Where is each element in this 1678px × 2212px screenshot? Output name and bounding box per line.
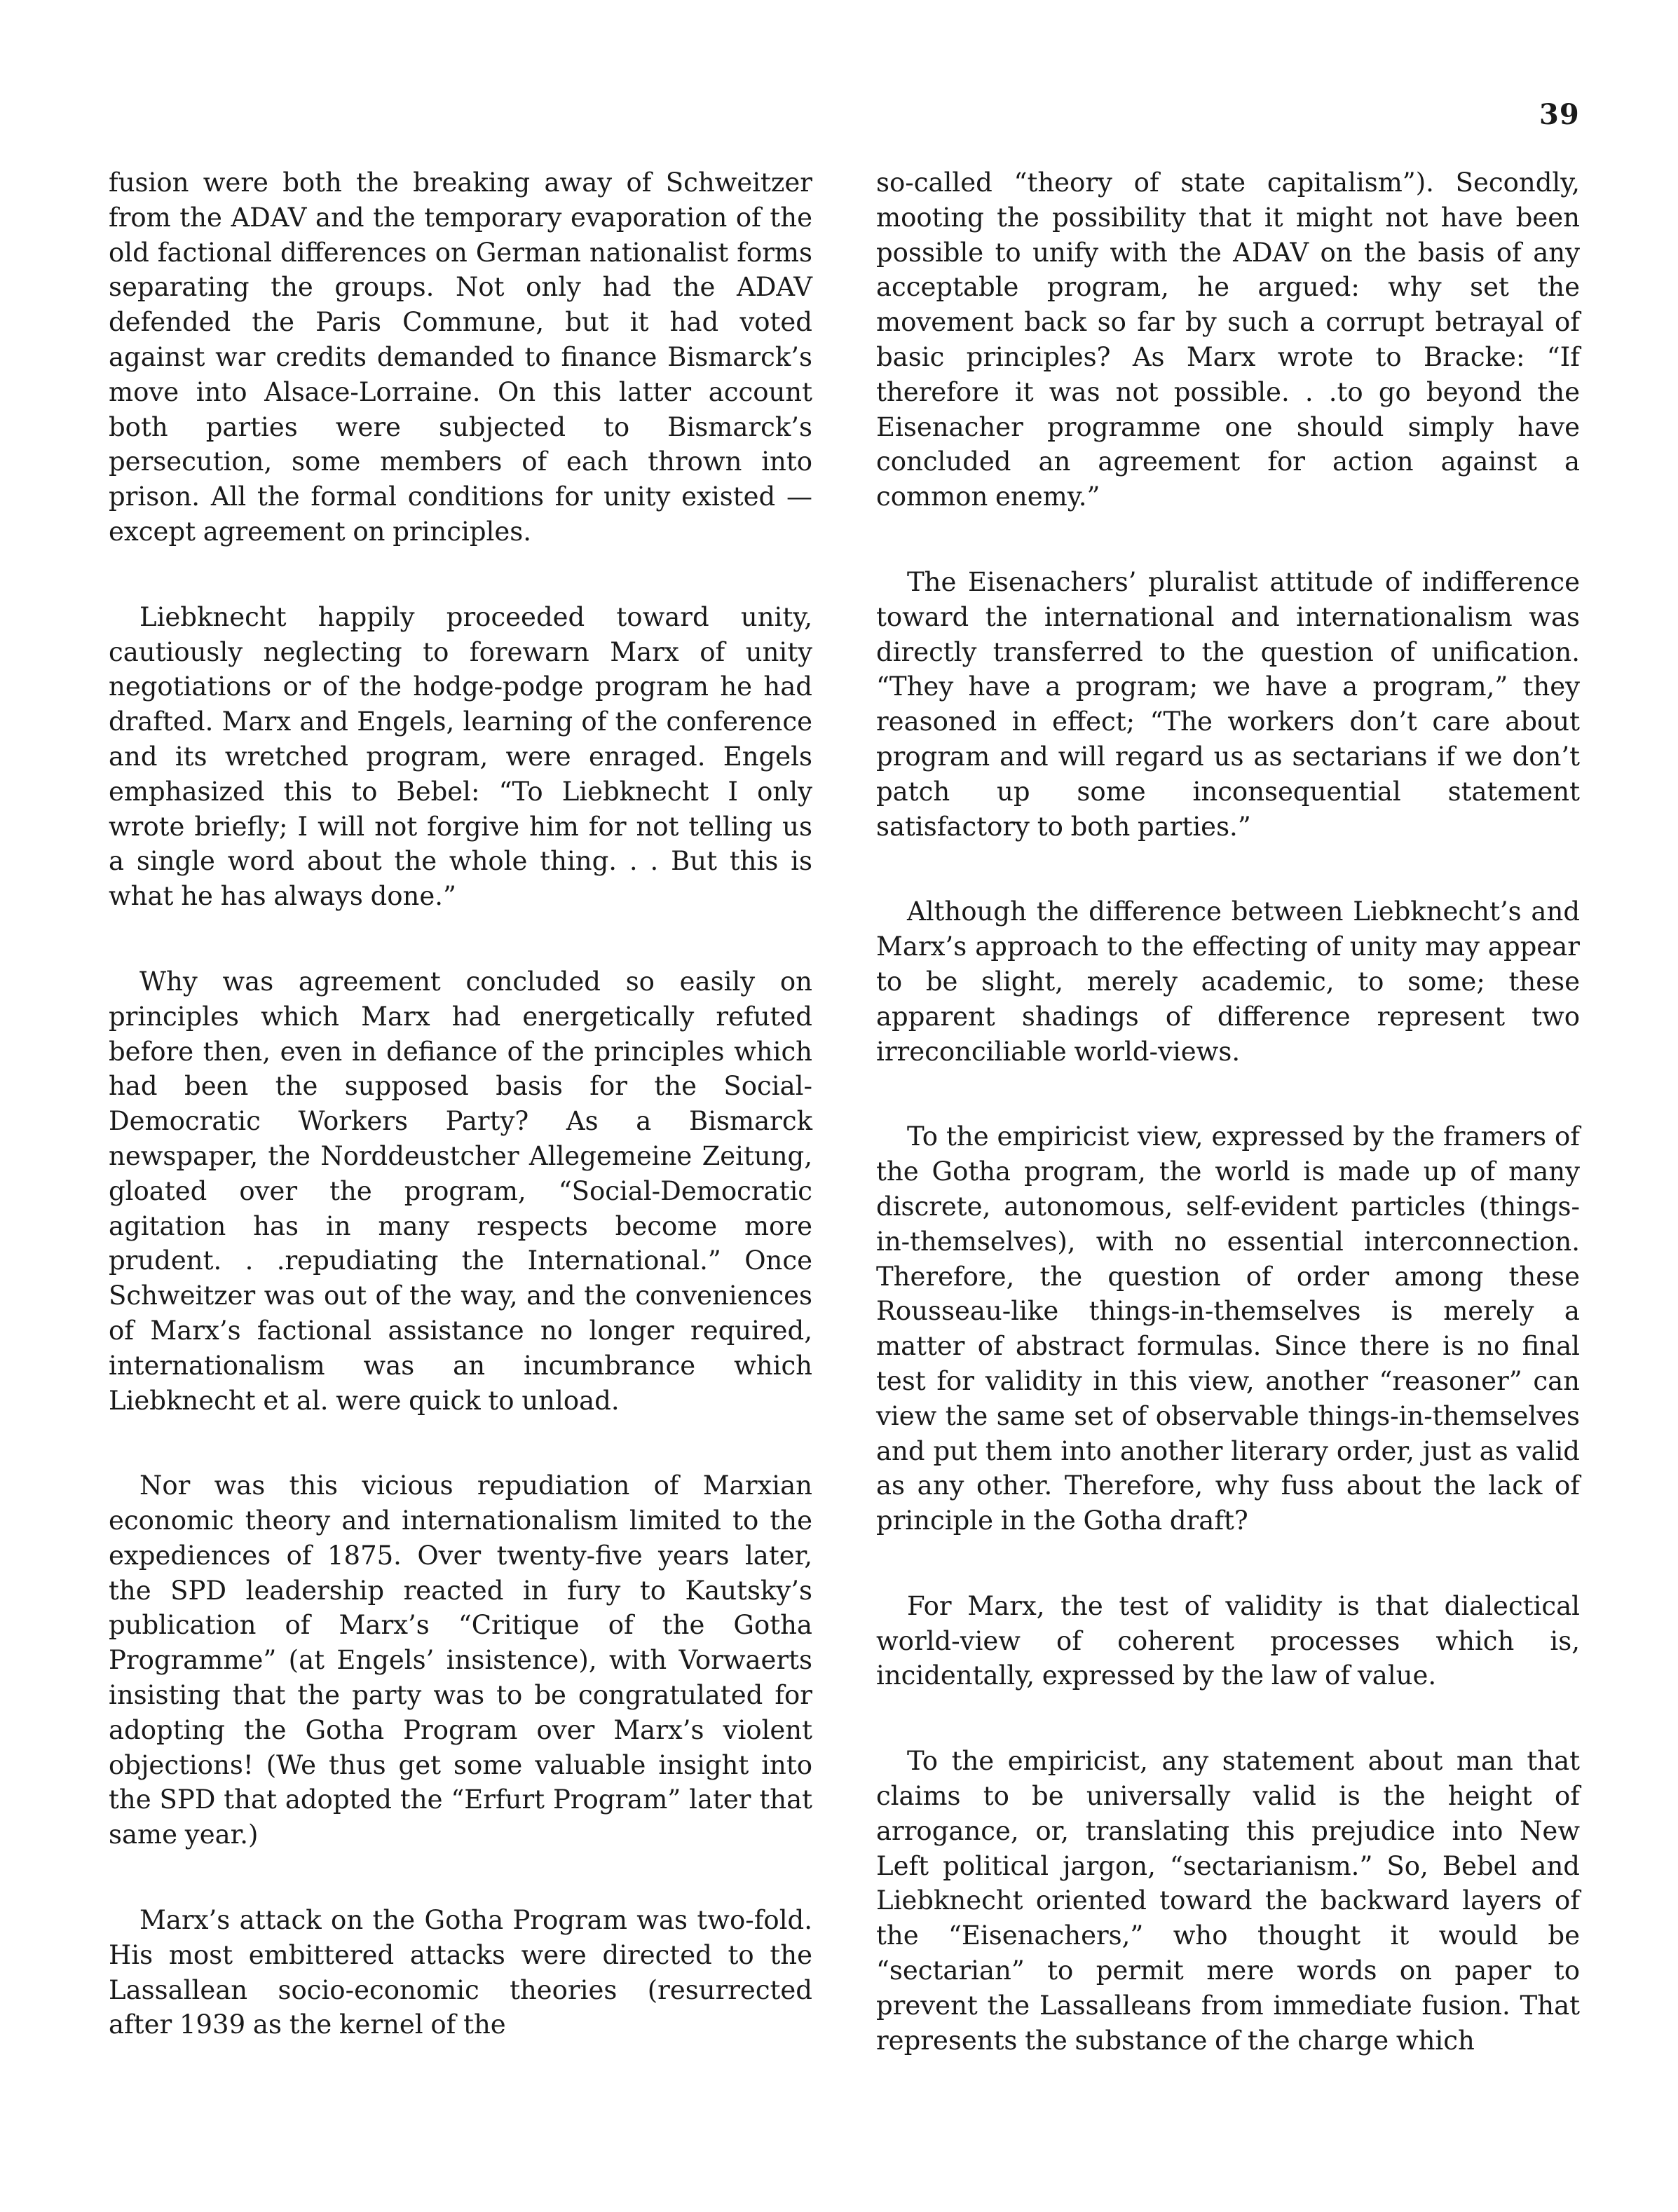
paragraph: Why was agreement concluded so easily on principles which Marx had energetically refuted before then, even in defiance of the principles which had been the supposed basis for the Social-Democratic Workers Party? As a Bismarck newspaper, the Norddeustcher Allegemeine Zeitung, gloated over the program, “Social-Democratic agitation has in many respects become more prudent. . .repudiating the International.” Once Schweitzer was out of the way, and the conveniences of Marx’s factional assistance no longer required, internationalism was an incumbrance which Liebknecht et al. were quick to unload. xyxy=(109,966,812,1416)
paragraph: so-called “theory of state capitalism”). Secondly, mooting the possibility that it might not have been possible to unify with the ADAV on the basis of any acceptable program, he argued: why set the movement back so far by such a corrupt betrayal of basic principles? As Marx wrote to Bracke: “If therefore it was not possible. . .to go beyond the Eisenacher programme one should simply have concluded an agreement for action against a common enemy.” xyxy=(876,168,1580,512)
right-column xyxy=(876,165,1580,2058)
paragraph: Nor was this vicious repudiation of Marxian economic theory and internationalism limited to the expediences of 1875. Over twenty-five years later, the SPD leadership reacted in fury to Kautsky’s publication of Marx’s “Critique of the Gotha Programme” (at Engels’ insistence), with Vorwaerts insisting that the party was to be congratulated for adopting the Gotha Program over Marx’s violent objections! (We thus get some valuable insight into the SPD that adopted the “Erfurt Program” later that same year.) xyxy=(109,1470,812,1850)
paragraph: To the empiricist view, expressed by the framers of the Gotha program, the world is made up of many discrete, autonomous, self-evident particles (things-in-themselves), with no essential interconnection. Therefore, the question of order among these Rousseau-like things-in-themselves is merely a matter of abstract formulas. Since there is no final test for validity in this view, another “reasoner” can view the same set of observable things-in-themselves and put them into another literary order, just as valid as any other. Therefore, why fuss about the lack of principle in the Gotha draft? xyxy=(876,1121,1580,1536)
paragraph: fusion were both the breaking away of Schweitzer from the ADAV and the temporary evaporation of the old factional differences on German nationalist forms separating the groups. Not only had the ADAV defended the Paris Commune, but it had voted against war credits demanded to finance Bismarck’s move into Alsace-Lorraine. On this latter account both parties were subjected to Bismarck’s persecution, some members of each thrown into prison. All the formal conditions for unity existed — except agreement on principles. xyxy=(109,168,812,547)
left-column xyxy=(109,165,812,2042)
paragraph: Liebknecht happily proceeded toward unity, cautiously neglecting to forewarn Marx of unity negotiations or of the hodge-podge program he had drafted. Marx and Engels, learning of the conference and its wretched program, were enraged. Engels emphasized this to Bebel: “To Liebknecht I only wrote briefly; I will not forgive him for not telling us a single word about the whole thing. . . But this is what he has always done.” xyxy=(109,601,812,912)
paragraph: Marx’s attack on the Gotha Program was two-fold. His most embittered attacks were directed to the Lassallean socio-economic theories (resurrected after 1939 as the kernel of the xyxy=(109,1905,812,2040)
page-number: 39 xyxy=(1539,98,1580,131)
paragraph: For Marx, the test of validity is that dialectical world-view of coherent processes which is, incidentally, expressed by the law of value. xyxy=(876,1590,1580,1691)
paragraph: Although the difference between Liebknecht’s and Marx’s approach to the effecting of unity may appear to be slight, merely academic, to some; these apparent shadings of difference represent two irreconciliable world-views. xyxy=(876,896,1580,1067)
paragraph: To the empiricist, any statement about man that claims to be universally valid is the height of arrogance, or, translating this prejudice into New Left political jargon, “sectarianism.” So, Bebel and Liebknecht oriented toward the backward layers of the “Eisenachers,” who thought it would be “sectarian” to permit mere words on paper to prevent the Lassalleans from immediate fusion. That represents the substance of the charge which xyxy=(876,1746,1580,2056)
paragraph: The Eisenachers’ pluralist attitude of indifference toward the international and internationalism was directly transferred to the question of unification. “They have a program; we have a program,” they reasoned in effect; “The workers don’t care about program and will regard us as sectarians if we don’t patch up some inconsequential statement satisfactory to both parties.” xyxy=(876,566,1580,842)
